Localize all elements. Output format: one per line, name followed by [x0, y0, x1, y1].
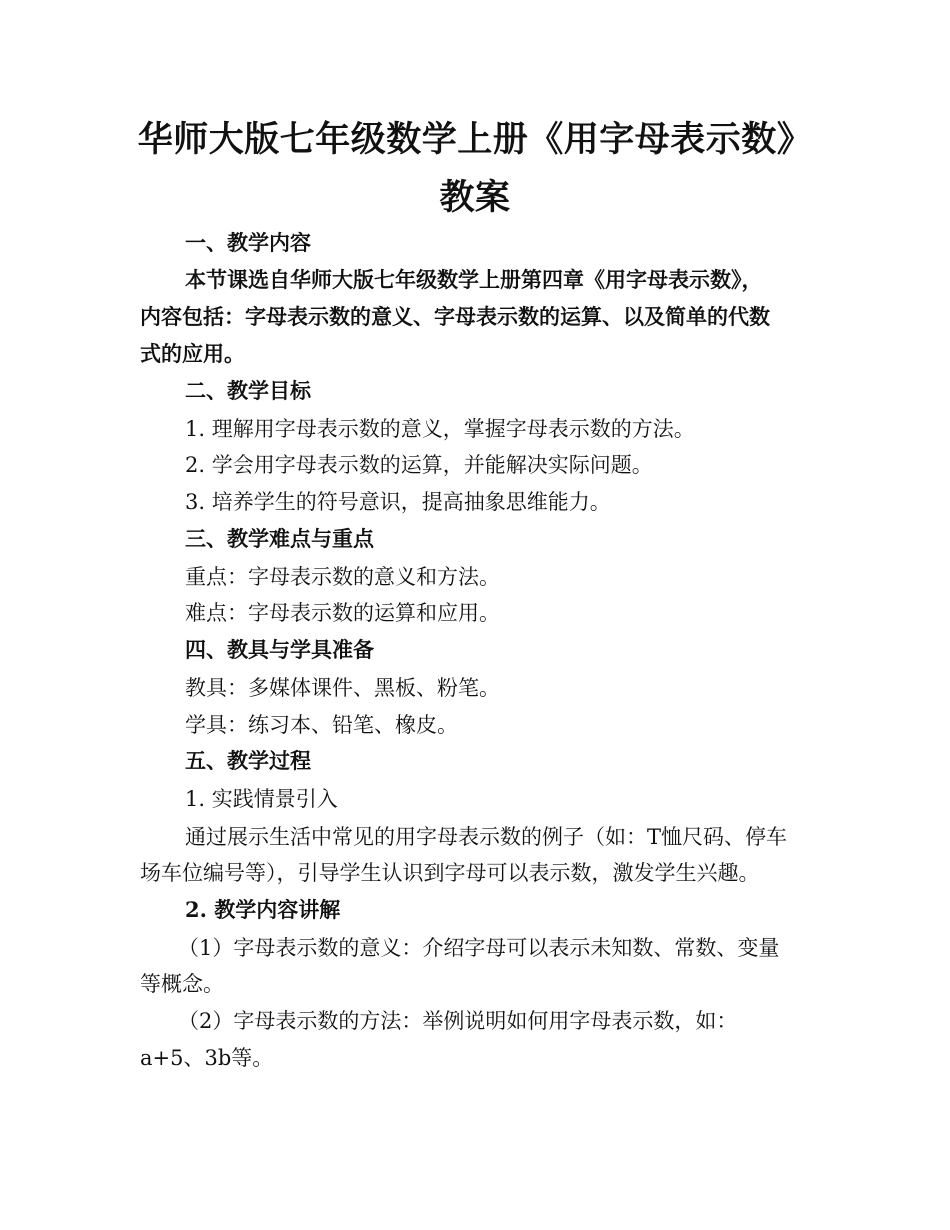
key-point: 重点：字母表示数的意义和方法。: [185, 565, 500, 589]
process-step2b-line1: （2）字母表示数的方法：举例说明如何用字母表示数，如：: [178, 1009, 738, 1033]
section-heading-keypoints: 三、教学难点与重点: [185, 526, 374, 551]
section-heading-materials: 四、教具与学具准备: [185, 637, 374, 662]
section-heading-goals: 二、教学目标: [185, 378, 311, 403]
process-step2b-line2: a+5、3b等。: [140, 1046, 274, 1070]
process-step2a-line2: 等概念。: [140, 972, 224, 996]
document-title-line2: 教案: [439, 177, 511, 218]
goal-item: 2. 学会用字母表示数的运算，并能解决实际问题。: [185, 453, 653, 477]
student-materials: 学具：练习本、铅笔、橡皮。: [185, 713, 458, 737]
section-heading-process: 五、教学过程: [185, 748, 311, 773]
difficult-point: 难点：字母表示数的运算和应用。: [185, 601, 500, 625]
process-step-title: 1. 实践情景引入: [185, 787, 338, 811]
section-heading-content: 一、教学内容: [185, 230, 311, 255]
process-step1-line2: 场车位编号等），引导学生认识到字母可以表示数，激发学生兴趣。: [140, 861, 760, 885]
process-step2a-line1: （1）字母表示数的意义：介绍字母可以表示未知数、常数、变量: [178, 936, 780, 960]
content-paragraph-line2: 内容包括：字母表示数的意义、字母表示数的运算、以及简单的代数: [140, 304, 770, 329]
teacher-materials: 教具：多媒体课件、黑板、粉笔。: [185, 676, 500, 700]
document-title-line1: 华师大版七年级数学上册《用字母表示数》: [137, 119, 813, 160]
process-step1-line1: 通过展示生活中常见的用字母表示数的例子（如：T恤尺码、停车: [185, 825, 788, 849]
process-step-title: 2. 教学内容讲解: [185, 897, 341, 922]
goal-item: 3. 培养学生的符号意识，提高抽象思维能力。: [185, 490, 611, 514]
goal-item: 1. 理解用字母表示数的意义，掌握字母表示数的方法。: [185, 417, 695, 441]
content-paragraph-line3: 式的应用。: [140, 341, 245, 366]
content-paragraph-line1: 本节课选自华师大版七年级数学上册第四章《用字母表示数》，: [185, 267, 763, 292]
